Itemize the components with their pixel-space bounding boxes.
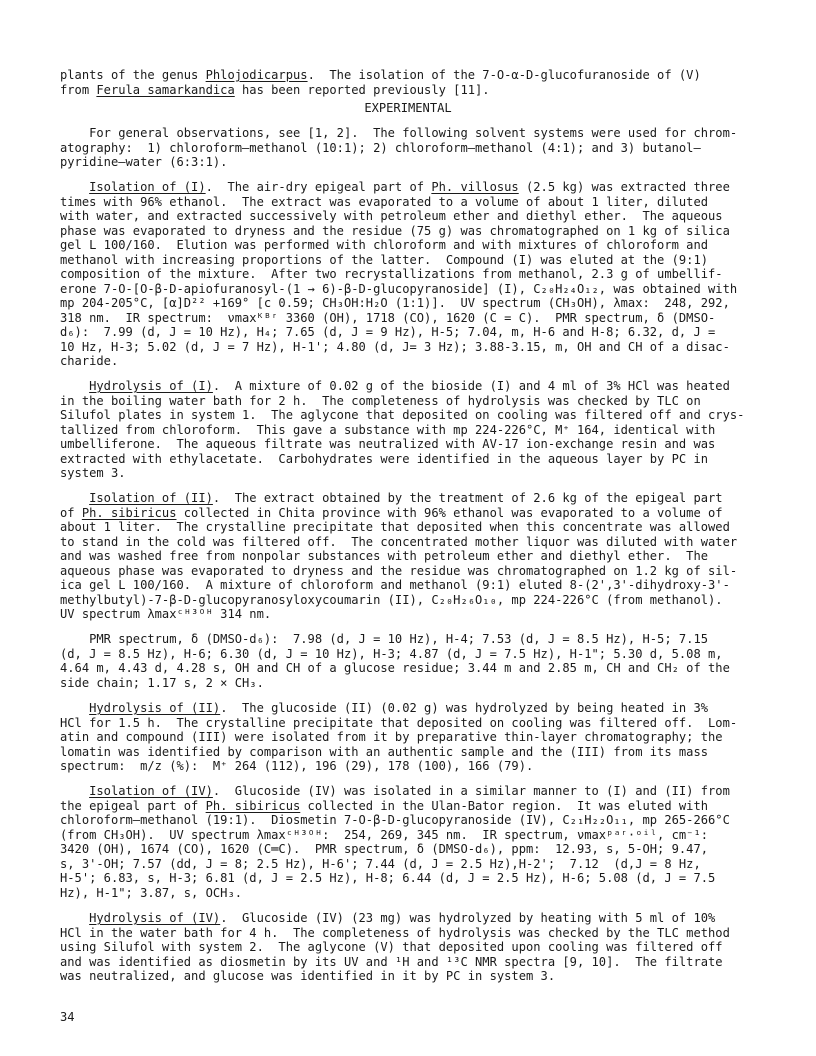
text-line: Hydrolysis of (I). A mixture of 0.02 g of the bioside (I) and 4 ml of 3% HCl was heated [89, 379, 730, 393]
text-line: H-5'; 6.83, s, H-3; 6.81 (d, J = 2.5 Hz), H-8; 6.44 (d, J = 2.5 Hz), H-6; 5.08 (d, J = 7.5 [60, 871, 716, 885]
page-number: 34 [60, 1010, 75, 1024]
text-line: using Silufol with system 2. The aglycone (V) that deposited upon cooling was filtered off [60, 940, 723, 954]
text-line: chloroform—methanol (19:1). Diosmetin 7-O-β-D-glucopyranoside (IV), C₂₁H₂₂O₁₁, mp 265-266°C [60, 813, 730, 827]
text-line: Hydrolysis of (IV). Glucoside (IV) (23 mg) was hydrolyzed by heating with 5 ml of 10% [89, 911, 716, 925]
text-line: plants of the genus Phlojodicarpus. The isolation of the 7-O-α-D-glucofuranoside of (V) [60, 68, 701, 82]
text-line: system 3. [60, 466, 126, 480]
text-line: tallized from chloroform. This gave a substance with mp 224-226°C, M⁺ 164, identical with [60, 423, 716, 437]
text-line: the epigeal part of Ph. sibiricus collected in the Ulan-Bator region. It was eluted with [60, 799, 709, 813]
text-line: charide. [60, 354, 119, 368]
text-line: 4.64 m, 4.43 d, 4.28 s, OH and CH of a glucose residue; 3.44 m and 2.85 m, CH and CH₂ of the [60, 661, 730, 675]
text-line: Isolation of (II). The extract obtained by the treatment of 2.6 kg of the epigeal part [89, 491, 723, 505]
text-line: and was identified as diosmetin by its UV and ¹H and ¹³C NMR spectra [9, 10]. The filtrate [60, 955, 723, 969]
text-line: atography: 1) chloroform—methanol (10:1); 2) chloroform—methanol (4:1); and 3) butanol— [60, 141, 701, 155]
text-line: times with 96% ethanol. The extract was evaporated to a volume of about 1 liter, diluted [60, 195, 709, 209]
text-line: and was washed free from nonpolar substances with petroleum ether and diethyl ether. The [60, 549, 709, 563]
text-line: d₆): 7.99 (d, J = 10 Hz), H₄; 7.65 (d, J = 9 Hz), H-5; 7.04, m, H-6 and H-8; 6.32, d, J = [60, 325, 716, 339]
text-line: to stand in the cold was filtered off. The concentrated mother liquor was diluted with water [60, 535, 738, 549]
text-line: Hydrolysis of (II). The glucoside (II) (0.02 g) was hydrolyzed by being heated in 3% [89, 701, 709, 715]
text-line: from Ferula samarkandica has been reported previously [11]. [60, 83, 490, 97]
text-line: mp 204-205°C, [α]D²² +169° [c 0.59; CH₃OH:H₂O (1:1)]. UV spectrum (CH₃OH), λmax: 248, 292, [60, 296, 730, 310]
text-line: methylbutyl)-7-β-D-glucopyranosyloxycoumarin (II), C₂₀H₂₆O₁₀, mp 224-226°C (from methanol). [60, 593, 723, 607]
text-line: about 1 liter. The crystalline precipitate that deposited when this concentrate was allowed [60, 520, 730, 534]
text-line: Isolation of (I). The air-dry epigeal part of Ph. villosus (2.5 kg) was extracted three [89, 180, 730, 194]
text-line: lomatin was identified by comparison with an authentic sample and the (III) from its mass [60, 745, 709, 759]
text-line: 3420 (OH), 1674 (CO), 1620 (C═C). PMR spectrum, δ (DMSO-d₆), ppm: 12.93, s, 5-OH; 9.47, [60, 842, 709, 856]
text-line: umbelliferone. The aqueous filtrate was neutralized with AV-17 ion-exchange resin and was [60, 437, 716, 451]
text-line: in the boiling water bath for 2 h. The completeness of hydrolysis was checked by TLC on [60, 394, 701, 408]
text-line: gel L 100/160. Elution was performed with chloroform and with mixtures of chloroform and [60, 238, 709, 252]
text-line: erone 7-O-[O-β-D-apiofuranosyl-(1 → 6)-β-D-glucopyranoside] (I), C₂₀H₂₄O₁₂, was obtained with [60, 282, 738, 296]
text-line: (from CH₃OH). UV spectrum λmaxᶜᴴ³ᴼᴴ: 254, 269, 345 nm. IR spectrum, νmaxᵖᵃʳ·ᵒⁱˡ, cm⁻¹: [60, 828, 709, 842]
text-line: 318 nm. IR spectrum: νmaxᴷᴮʳ 3360 (OH), 1718 (CO), 1620 (C = C). PMR spectrum, δ (DMSO- [60, 311, 716, 325]
text-line: phase was evaporated to dryness and the residue (75 g) was chromatographed on 1 kg of silica [60, 224, 730, 238]
text-line: methanol with increasing proportions of the latter. Compound (I) was eluted at the (9:1) [60, 253, 709, 267]
text-line: spectrum: m/z (%): M⁺ 264 (112), 196 (29), 178 (100), 166 (79). [60, 759, 534, 773]
text-line: Isolation of (IV). Glucoside (IV) was isolated in a similar manner to (I) and (II) from [89, 784, 730, 798]
text-line: Silufol plates in system 1. The aglycone that deposited on cooling was filtered off and crys- [60, 408, 745, 422]
text-line: extracted with ethylacetate. Carbohydrates were identified in the aqueous layer by PC in [60, 452, 709, 466]
text-line: with water, and extracted successively with petroleum ether and diethyl ether. The aqueous [60, 209, 723, 223]
text-line: aqueous phase was evaporated to dryness and the residue was chromatographed on 1.2 kg of sil- [60, 564, 738, 578]
text-line: For general observations, see [1, 2]. The following solvent systems were used for chrom- [60, 126, 738, 140]
text-line: composition of the mixture. After two recrystallizations from methanol, 2.3 g of umbellif- [60, 267, 723, 281]
text-line: HCl for 1.5 h. The crystalline precipitate that deposited on cooling was filtered off. Lom- [60, 716, 738, 730]
text-line: pyridine—water (6:3:1). [60, 155, 228, 169]
text-line: HCl in the water bath for 4 h. The completeness of hydrolysis was checked by the TLC method [60, 926, 730, 940]
text-line: (d, J = 8.5 Hz), H-6; 6.30 (d, J = 10 Hz), H-3; 4.87 (d, J = 7.5 Hz), H-1"; 5.30 d, 5.08 m, [60, 647, 723, 661]
text-line: 10 Hz, H-3; 5.02 (d, J = 7 Hz), H-1'; 4.80 (d, J= 3 Hz); 3.88-3.15, m, OH and CH of a disac- [60, 340, 730, 354]
text-line: UV spectrum λmaxᶜᴴ³ᴼᴴ 314 nm. [60, 607, 272, 621]
text-line: ica gel L 100/160. A mixture of chloroform and methanol (9:1) eluted 8-(2',3'-dihydroxy-3'- [60, 578, 730, 592]
section-heading: EXPERIMENTAL [364, 101, 452, 115]
text-line: was neutralized, and glucose was identified in it by PC in system 3. [60, 969, 556, 983]
text-line: of Ph. sibiricus collected in Chita province with 96% ethanol was evaporated to a volume of [60, 506, 723, 520]
text-line: PMR spectrum, δ (DMSO-d₆): 7.98 (d, J = 10 Hz), H-4; 7.53 (d, J = 8.5 Hz), H-5; 7.15 [60, 632, 709, 646]
text-line: side chain; 1.17 s, 2 × CH₃. [60, 676, 264, 690]
text-line: atin and compound (III) were isolated from it by preparative thin-layer chromatography; the [60, 730, 723, 744]
text-line: Hz), H-1"; 3.87, s, OCH₃. [60, 886, 243, 900]
text-line: s, 3'-OH; 7.57 (dd, J = 8; 2.5 Hz), H-6'; 7.44 (d, J = 2.5 Hz),H-2'; 7.12 (d,J = 8 Hz, [60, 857, 701, 871]
